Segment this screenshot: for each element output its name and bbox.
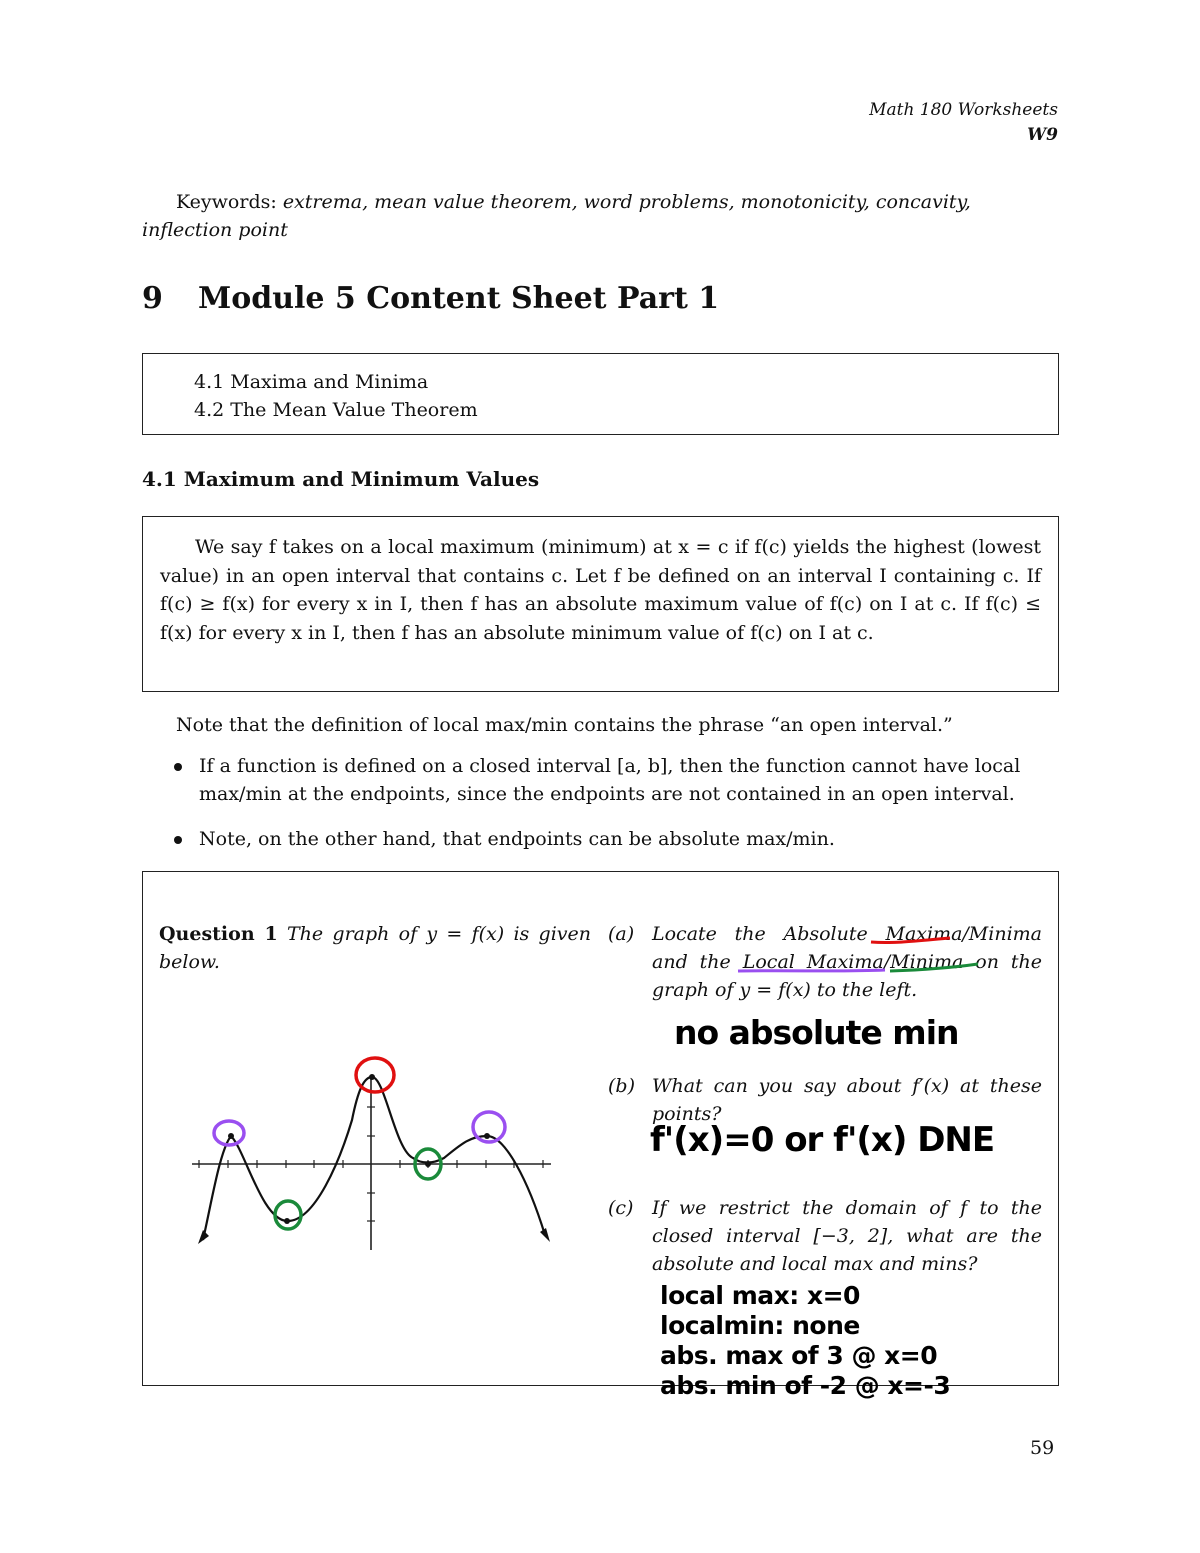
abs-max-circle <box>356 1058 394 1092</box>
part-label: (b) <box>608 1075 635 1097</box>
page-number: 59 <box>1030 1437 1055 1459</box>
extremum-point <box>369 1074 375 1080</box>
keywords <box>142 188 1058 244</box>
keywords-text: extrema, mean value theorem, word problems, monotonicity, concavity, inflection point <box>142 191 971 241</box>
bullet-text: Note, on the other hand, that endpoints can be absolute max/min. <box>199 828 835 850</box>
keywords-label: Keywords: <box>176 191 277 213</box>
note-text: Note that the definition of local max/min contains the phrase “an open interval.” <box>176 714 953 736</box>
toc-item: 4.1 Maxima and Minima <box>194 371 429 393</box>
header-course: Math 180 Worksheets <box>869 100 1058 120</box>
arrow-left-icon <box>198 1230 209 1244</box>
question-prompt <box>159 920 591 976</box>
section-title <box>142 281 719 316</box>
answer-line: localmin: none <box>660 1311 860 1340</box>
handwritten-answer-a: no absolute min <box>674 1013 959 1052</box>
local-max-circle <box>214 1121 244 1145</box>
local-max-underline <box>738 970 885 971</box>
part-text: Locate the Absolute Maxima/Minima and the Local Maxima/Minima on the graph of y = f(x) to the left. <box>652 923 1042 1001</box>
question-part-c <box>608 1194 1042 1278</box>
list-item <box>164 825 1059 853</box>
bullet-icon <box>174 763 182 771</box>
extremum-point <box>228 1133 234 1139</box>
local-min-circle <box>275 1201 301 1229</box>
part-label: (c) <box>608 1197 634 1219</box>
answer-line: local max: x=0 <box>660 1281 860 1310</box>
bullet-text: If a function is defined on a closed interval [a, b], then the function cannot have local max/min at the endpoints, since the endpoints are not contained in an open interval. <box>199 755 1021 805</box>
arrow-right-icon <box>540 1228 550 1242</box>
extremum-point <box>484 1133 490 1139</box>
subsection-title: 4.1 Maximum and Minimum Values <box>142 467 540 491</box>
extremum-point <box>284 1218 290 1224</box>
handwritten-answer-b: f'(x)=0 or f'(x) DNE <box>650 1120 995 1160</box>
function-graph <box>190 1050 560 1250</box>
extremum-point <box>425 1161 431 1167</box>
toc-box <box>142 353 1059 435</box>
section-title-text: Module 5 Content Sheet Part 1 <box>198 281 720 316</box>
list-item <box>164 752 1059 808</box>
definition-box <box>142 516 1059 692</box>
part-text: What can you say about f′(x) at these points? <box>652 1075 1042 1125</box>
function-curve <box>203 1077 545 1240</box>
underline-annotations-2 <box>730 960 990 980</box>
question-prompt-text: The graph of y = f(x) is given below. <box>159 923 591 973</box>
handwritten-answer-c <box>660 1281 950 1401</box>
header-code: W9 <box>1027 125 1058 145</box>
local-min-underline <box>890 964 978 971</box>
definition-text: We say f takes on a local maximum (minimum) at x = c if f(c) yields the highest (lowest value) in an open interval that contains c. Let f be defined on an interval I containing c. If f(c) ≥ f(x) for every x in I, then f has an absolute maximum value of f(c) on I at c. If f(c) ≤ f(x) for every x in I, then f has an absolute minimum value of f(c) on I at c. <box>160 536 1041 644</box>
answer-line: abs. max of 3 @ x=0 <box>660 1341 938 1370</box>
abs-max-underline <box>871 938 950 943</box>
part-label: (a) <box>608 923 635 945</box>
bullet-icon <box>174 836 182 844</box>
answer-line: abs. min of -2 @ x=-3 <box>660 1371 951 1400</box>
bullet-list <box>164 752 1059 870</box>
toc-item: 4.2 The Mean Value Theorem <box>194 399 478 421</box>
part-text: If we restrict the domain of f to the closed interval [−3, 2], what are the absolute and local max and mins? <box>652 1197 1042 1275</box>
question-label: Question 1 <box>159 923 278 945</box>
section-number: 9 <box>142 281 163 316</box>
